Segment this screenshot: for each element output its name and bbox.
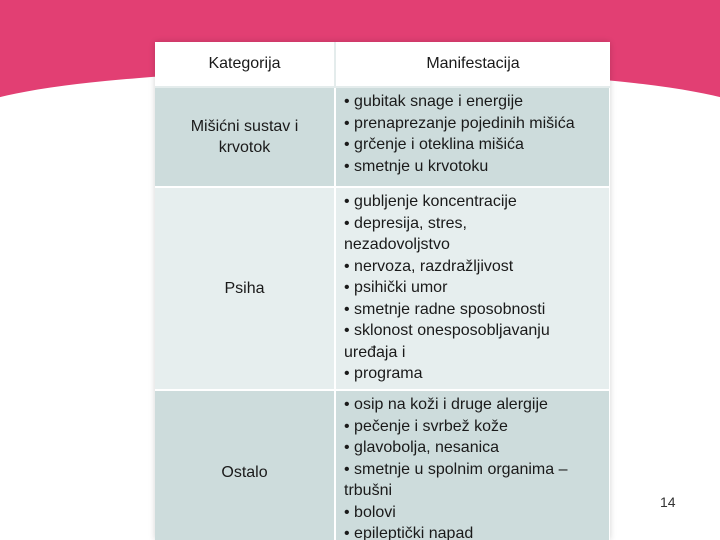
page-number: 14 <box>660 494 676 510</box>
category-text: Mišićni sustav i <box>190 117 299 135</box>
list-item: trbušni <box>344 482 393 499</box>
table-row <box>155 390 610 540</box>
list-item: nezadovoljstvo <box>344 236 450 253</box>
list-item: • osip na koži i druge alergije <box>344 396 548 413</box>
list-item: • epileptički napad <box>344 525 474 540</box>
header-category: Kategorija <box>155 42 335 87</box>
category-cell <box>155 87 335 187</box>
list-item: • smetnje u spolnim organima – <box>344 460 568 478</box>
category-cell <box>155 187 335 390</box>
list-item: • pečenje i svrbež kože <box>344 417 508 435</box>
category-text: Ostalo <box>221 463 268 481</box>
list-item: • glavobolja, nesanica <box>344 439 500 456</box>
list-item: uređaja i <box>344 343 406 361</box>
table-row <box>155 87 610 187</box>
table-row <box>155 187 610 390</box>
list-item: • sklonost onesposobljavanju <box>344 322 550 339</box>
list-item: • smetnje u krvotoku <box>344 157 489 175</box>
header-manifestation: Manifestacija <box>335 42 610 87</box>
symptoms-table <box>155 42 610 540</box>
category-text: krvotok <box>218 139 271 156</box>
category-text: Psiha <box>224 279 265 297</box>
list-item: • depresija, stres, <box>344 214 467 232</box>
manifestation-cell <box>335 390 610 540</box>
manifestation-cell <box>335 87 610 187</box>
list-item: • prenaprezanje pojedinih mišića <box>344 114 575 132</box>
category-cell <box>155 390 335 540</box>
list-item: • programa <box>344 365 423 382</box>
list-item: • gubitak snage i energije <box>344 93 524 110</box>
list-item: • gubljenje koncentracije <box>344 193 517 210</box>
list-item: • psihički umor <box>344 279 448 296</box>
manifestation-cell <box>335 187 610 390</box>
list-item: • smetnje radne sposobnosti <box>344 300 546 318</box>
list-item: • grčenje i oteklina mišića <box>344 136 524 153</box>
symptoms-table-container <box>155 42 610 540</box>
list-item: • bolovi <box>344 503 396 521</box>
list-item: • nervoza, razdražljivost <box>344 257 514 275</box>
table-header-row <box>155 42 610 87</box>
